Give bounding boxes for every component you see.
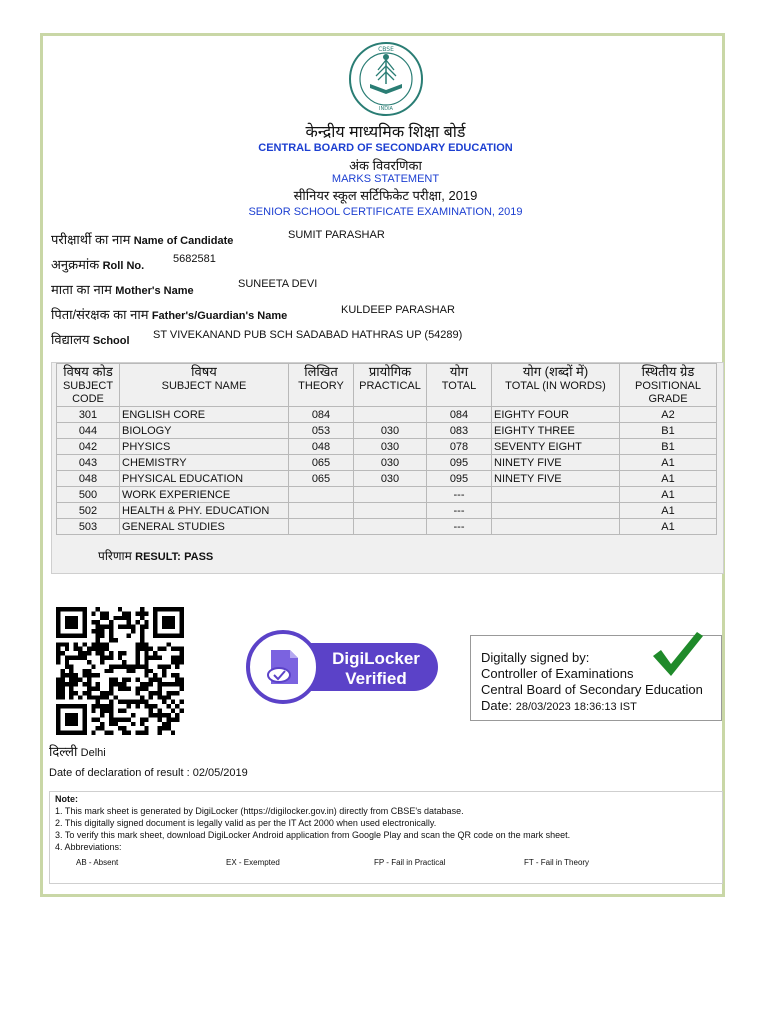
marks-statement-sheet [40, 33, 725, 897]
table-row [57, 439, 717, 455]
board-name-english: CENTRAL BOARD OF SECONDARY EDUCATION [258, 142, 513, 154]
school-name: ST VIVEKANAND PUB SCH SADABAD HATHRAS UP (54289) [153, 329, 463, 341]
table-cell-total: 083 [427, 423, 492, 439]
table-cell-total: 084 [427, 407, 492, 423]
table-row [57, 519, 717, 535]
table-cell-grade: A2 [620, 407, 717, 423]
table-cell-words: EIGHTY FOUR [492, 407, 620, 423]
header-subject-name: विषय SUBJECT NAME [120, 364, 289, 407]
abbreviation: FP - Fail in Practical [374, 858, 446, 867]
signed-by: Digitally signed by: [481, 650, 590, 665]
marks-table-header [57, 364, 717, 407]
qr-code [56, 607, 184, 735]
table-cell-total: --- [427, 503, 492, 519]
mother-name-label: माता का नाम Mother's Name [51, 282, 194, 297]
digilocker-title: DigiLocker [332, 649, 420, 668]
table-row [57, 455, 717, 471]
table-cell-total: 095 [427, 471, 492, 487]
table-cell-practical [354, 519, 427, 535]
table-cell-subject: BIOLOGY [120, 423, 289, 439]
candidate-name: SUMIT PARASHAR [288, 229, 385, 241]
table-cell-theory: 084 [289, 407, 354, 423]
table-cell-subject: WORK EXPERIENCE [120, 487, 289, 503]
result-value: PASS [184, 551, 214, 563]
header-practical: प्रायोगिक PRACTICAL [354, 364, 427, 407]
marks-table [56, 363, 717, 535]
table-row [57, 407, 717, 423]
roll-number: 5682581 [173, 253, 216, 265]
table-cell-total: 095 [427, 455, 492, 471]
table-cell-practical: 030 [354, 439, 427, 455]
table-cell-subject: PHYSICAL EDUCATION [120, 471, 289, 487]
table-cell-grade: A1 [620, 487, 717, 503]
table-cell-words [492, 519, 620, 535]
table-cell-code: 043 [57, 455, 120, 471]
digital-signature-box [470, 635, 722, 721]
checkmark-icon [649, 628, 705, 680]
father-name-label: पिता/संरक्षक का नाम Father's/Guardian's Name [51, 307, 288, 322]
table-cell-code: 503 [57, 519, 120, 535]
digilocker-verified: Verified [345, 669, 407, 688]
note-line: 4. Abbreviations: [55, 842, 122, 852]
table-cell-theory [289, 519, 354, 535]
table-cell-theory: 048 [289, 439, 354, 455]
table-cell-total: --- [427, 487, 492, 503]
marks-statement-english: MARKS STATEMENT [331, 173, 440, 185]
table-cell-theory [289, 487, 354, 503]
board-name-hindi: केन्द्रीय माध्यमिक शिक्षा बोर्ड [305, 124, 466, 141]
header-subject-code: विषय कोड SUBJECT CODE [57, 364, 120, 407]
abbreviation: EX - Exempted [226, 858, 280, 867]
declaration-date: Date of declaration of result : 02/05/2019 [49, 767, 248, 779]
table-cell-subject: PHYSICS [120, 439, 289, 455]
table-cell-subject: ENGLISH CORE [120, 407, 289, 423]
mother-name: SUNEETA DEVI [238, 278, 318, 290]
note-line: 1. This mark sheet is generated by DigiLocker (https://digilocker.gov.in) directly from CBSE's database. [55, 806, 464, 816]
table-cell-grade: B1 [620, 439, 717, 455]
table-cell-code: 042 [57, 439, 120, 455]
svg-text:CBSE: CBSE [378, 46, 394, 53]
signer-title: Controller of Examinations [481, 666, 634, 681]
table-cell-theory: 065 [289, 455, 354, 471]
table-cell-code: 301 [57, 407, 120, 423]
table-row [57, 487, 717, 503]
header-theory: लिखित THEORY [289, 364, 354, 407]
table-cell-theory: 053 [289, 423, 354, 439]
school-label: विद्यालय School [51, 332, 130, 347]
table-cell-total: --- [427, 519, 492, 535]
table-cell-practical: 030 [354, 471, 427, 487]
table-cell-code: 044 [57, 423, 120, 439]
table-cell-practical [354, 503, 427, 519]
table-cell-subject: HEALTH & PHY. EDUCATION [120, 503, 289, 519]
table-cell-code: 048 [57, 471, 120, 487]
table-cell-practical: 030 [354, 423, 427, 439]
note-line: 3. To verify this mark sheet, download DigiLocker Android application from Google Play and scan the QR code on the mark sheet. [55, 830, 571, 840]
table-cell-code: 502 [57, 503, 120, 519]
svg-text:INDIA: INDIA [379, 106, 393, 112]
table-cell-grade: A1 [620, 455, 717, 471]
roll-number-label: अनुक्रमांक Roll No. [51, 257, 145, 272]
table-cell-grade: A1 [620, 471, 717, 487]
table-cell-words: NINETY FIVE [492, 455, 620, 471]
table-cell-theory [289, 503, 354, 519]
result: परिणाम RESULT: PASS [98, 549, 214, 563]
header-total-words: योग (शब्दों में) TOTAL (IN WORDS) [492, 364, 620, 407]
marks-statement-hindi: अंक विवरणिका [349, 158, 422, 173]
table-cell-subject: GENERAL STUDIES [120, 519, 289, 535]
table-cell-words: NINETY FIVE [492, 471, 620, 487]
table-cell-words [492, 487, 620, 503]
marks-panel [51, 362, 724, 574]
header-total: योग TOTAL [427, 364, 492, 407]
table-cell-code: 500 [57, 487, 120, 503]
table-cell-words: SEVENTY EIGHT [492, 439, 620, 455]
header-positional-grade: स्थितीय ग्रेड POSITIONAL GRADE [620, 364, 717, 407]
candidate-name-label: परीक्षार्थी का नाम Name of Candidate [51, 232, 234, 247]
table-cell-practical [354, 407, 427, 423]
signer-organization: Central Board of Secondary Education [481, 682, 703, 697]
table-cell-grade: B1 [620, 423, 717, 439]
exam-name-hindi: सीनियर स्कूल सर्टिफिकेट परीक्षा, 2019 [293, 188, 478, 203]
table-cell-words [492, 503, 620, 519]
father-name: KULDEEP PARASHAR [341, 304, 455, 316]
note-box [49, 791, 723, 884]
table-cell-theory: 065 [289, 471, 354, 487]
place: दिल्ली Delhi [49, 744, 106, 759]
abbreviation: FT - Fail in Theory [524, 858, 590, 867]
table-cell-practical: 030 [354, 455, 427, 471]
table-cell-total: 078 [427, 439, 492, 455]
cbse-logo [348, 40, 424, 118]
abbreviation: AB - Absent [76, 858, 119, 867]
table-row [57, 503, 717, 519]
table-cell-words: EIGHTY THREE [492, 423, 620, 439]
table-cell-grade: A1 [620, 503, 717, 519]
digilocker-verified-badge [246, 630, 441, 704]
table-cell-practical [354, 487, 427, 503]
exam-name-english: SENIOR SCHOOL CERTIFICATE EXAMINATION, 2019 [248, 206, 523, 218]
note-line: 2. This digitally signed document is legally valid as per the IT Act 2000 when used electronically. [55, 818, 437, 828]
table-row [57, 423, 717, 439]
table-cell-grade: A1 [620, 519, 717, 535]
signature-date: Date: 28/03/2023 18:36:13 IST [481, 698, 637, 713]
table-row [57, 471, 717, 487]
note-title: Note: [55, 794, 78, 804]
table-cell-subject: CHEMISTRY [120, 455, 289, 471]
